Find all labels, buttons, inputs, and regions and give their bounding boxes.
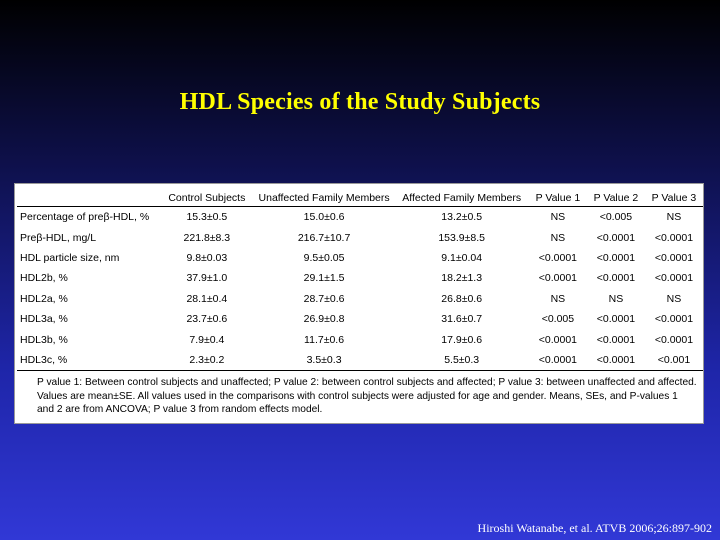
table-row: [17, 289, 703, 309]
table-cell: NS: [550, 211, 566, 224]
table-cell: <0.0001: [596, 313, 636, 326]
table-cell: <0.0001: [538, 272, 578, 285]
table-row: [17, 268, 703, 288]
table-row: [17, 207, 703, 228]
header-affected: Affected Family Members: [394, 189, 528, 207]
table-cell: 29.1±1.5: [303, 272, 345, 285]
header-p-value-1: P Value 1: [529, 189, 587, 207]
hdl-species-table: [17, 189, 703, 371]
table-row: [17, 309, 703, 329]
row-label: HDL particle size, nm: [20, 251, 120, 264]
table-row: [17, 248, 703, 268]
table-cell: <0.0001: [596, 231, 636, 244]
table-cell: 26.8±0.6: [441, 292, 483, 305]
table-cell: <0.0001: [654, 251, 694, 264]
table-cell: 5.5±0.3: [394, 350, 528, 371]
slide-title: HDL Species of the Study Subjects: [179, 89, 541, 115]
table-cell: 28.1±0.4: [186, 292, 228, 305]
table-cell: NS: [666, 292, 682, 305]
header-label: [17, 189, 160, 207]
table-row: [17, 329, 703, 349]
table-cell: 15.0±0.6: [303, 211, 345, 224]
table-cell: <0.0001: [538, 333, 578, 346]
table-cell: <0.0001: [587, 350, 645, 371]
table-cell: <0.0001: [596, 272, 636, 285]
table-cell: <0.0001: [538, 251, 578, 264]
table-cell: 37.9±1.0: [186, 272, 228, 285]
table-footnote: [37, 376, 701, 417]
row-label: Percentage of preβ-HDL, %: [20, 211, 150, 224]
table-cell: 9.8±0.03: [186, 251, 228, 264]
table-body: [17, 207, 703, 371]
table-cell: <0.001: [645, 350, 703, 371]
table-cell: <0.005: [599, 211, 633, 224]
table-row: [17, 227, 703, 247]
citation: Hiroshi Watanabe, et al. ATVB 2006;26:897-902: [477, 521, 712, 535]
table-row: [17, 350, 703, 371]
table-cell: NS: [608, 292, 624, 305]
header-p-value-2: P Value 2: [587, 189, 645, 207]
table-cell: NS: [550, 231, 566, 244]
row-label: HDL3a, %: [20, 313, 68, 326]
footnote-line: and 2 are from ANCOVA; P value 3 from random effects model.: [37, 404, 323, 415]
table-cell: 23.7±0.6: [186, 313, 228, 326]
table-cell: 3.5±0.3: [254, 350, 395, 371]
header-p-value-3: P Value 3: [645, 189, 703, 207]
table-cell: 153.9±8.5: [438, 231, 485, 244]
table-cell: <0.005: [541, 313, 575, 326]
table-cell: <0.0001: [654, 313, 694, 326]
table-cell: <0.0001: [654, 231, 694, 244]
table-cell: NS: [550, 292, 566, 305]
table-cell: 17.9±0.6: [441, 333, 483, 346]
row-label: Preβ-HDL, mg/L: [20, 231, 97, 244]
table-cell: <0.0001: [654, 272, 694, 285]
row-label: HDL3b, %: [20, 333, 68, 346]
row-label: HDL2b, %: [20, 272, 68, 285]
table-cell: 221.8±8.3: [183, 231, 231, 244]
table-cell: 28.7±0.6: [303, 292, 345, 305]
table-cell: 216.7±10.7: [297, 231, 351, 244]
table-cell: <0.0001: [596, 333, 636, 346]
table-cell: 11.7±0.6: [304, 333, 345, 346]
table-cell: 26.9±0.8: [303, 313, 345, 326]
header-unaffected: Unaffected Family Members: [254, 189, 395, 207]
table-cell: 7.9±0.4: [189, 333, 225, 346]
table-cell: 15.3±0.5: [186, 211, 228, 224]
table-cell: 9.5±0.05: [303, 251, 345, 264]
table-cell: 9.1±0.04: [441, 251, 483, 264]
table-cell: <0.0001: [654, 333, 694, 346]
table-cell: 18.2±1.3: [441, 272, 483, 285]
row-label: HDL3c, %: [17, 350, 160, 371]
table-cell: <0.0001: [529, 350, 587, 371]
table-cell: 31.6±0.7: [441, 313, 483, 326]
table-panel: [14, 183, 704, 424]
table-cell: <0.0001: [596, 251, 636, 264]
footnote-line: P value 1: Between control subjects and unaffected; P value 2: between control subjects and affected; P value 3: between unaffected and affected.: [37, 377, 697, 388]
table-cell: 2.3±0.2: [160, 350, 254, 371]
footnote-line: Values are mean±SE. All values used in the comparisons with control subjects were adjusted for age and gender. Means, SEs, and P-values 1: [37, 390, 678, 402]
table-cell: 13.2±0.5: [441, 211, 483, 224]
table-cell: NS: [666, 211, 682, 224]
row-label: HDL2a, %: [20, 292, 68, 305]
header-control-subjects: Control Subjects: [160, 189, 254, 207]
table-header-row: [17, 189, 703, 207]
